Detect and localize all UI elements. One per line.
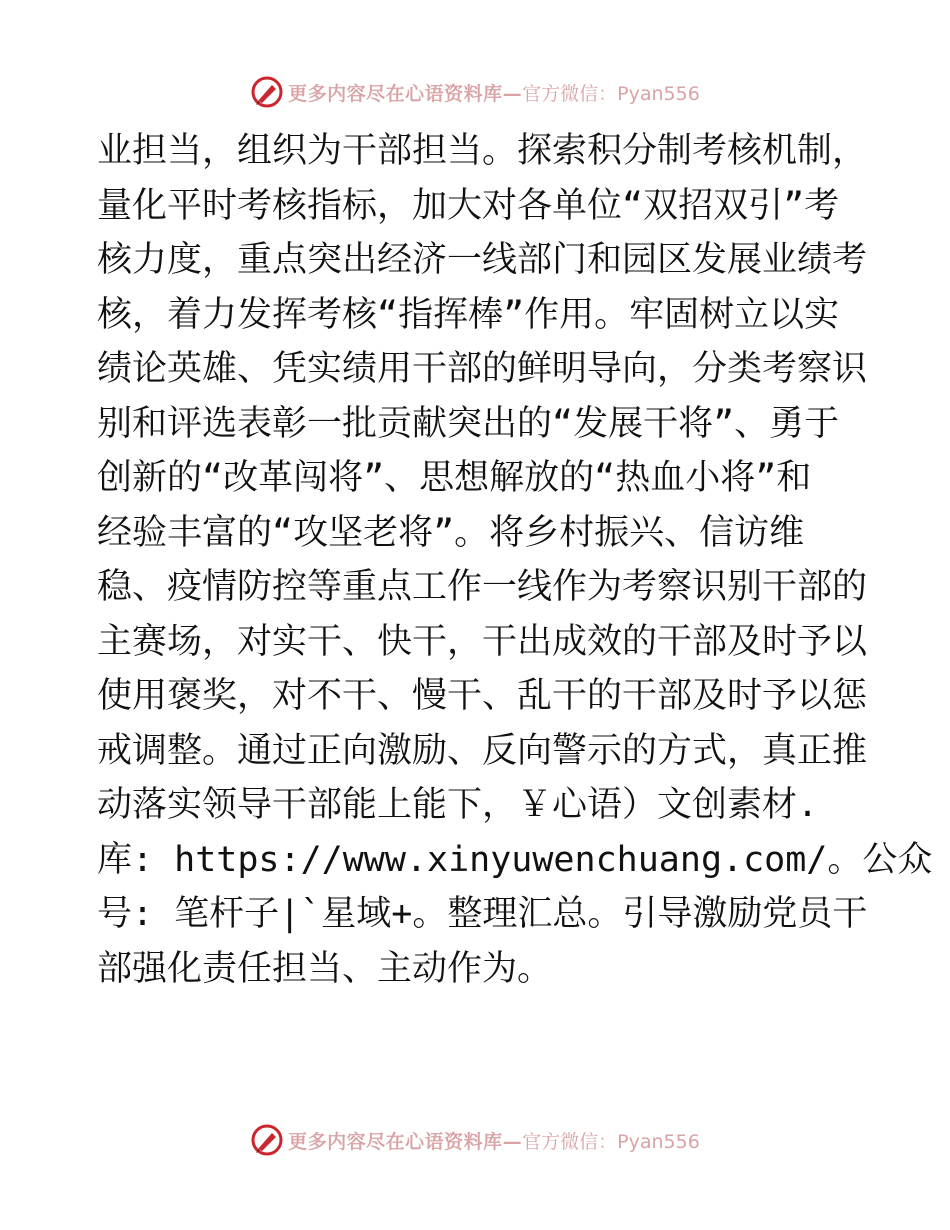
body-line: 使用褒奖，对不干、慢干、乱干的干部及时予以惩 <box>97 676 868 716</box>
body-line: 绩论英雄、凭实绩用干部的鲜明导向，分类考察识 <box>97 349 868 389</box>
body-line: 业担当，组织为干部担当。探索积分制考核机制， <box>97 131 868 171</box>
body-line: 部强化责任担当、主动作为。 <box>97 948 553 989</box>
document-body <box>97 124 933 996</box>
body-line: 核，着力发挥考核“指挥棒”作用。牢固树立以实 <box>97 294 840 335</box>
body-line: 动落实领导干部能上能下，￥心语）文创素材. <box>97 785 819 825</box>
pen-logo-icon <box>250 1123 284 1157</box>
footer-banner <box>0 1120 950 1160</box>
pen-logo-icon <box>250 75 284 109</box>
body-line: 经验丰富的“攻坚老将”。将乡村振兴、信访维 <box>97 512 805 553</box>
body-line: 量化平时考核指标，加大对各单位“双招双引”考 <box>97 185 840 226</box>
body-line: 创新的“改革闯将”、思想解放的“热血小将”和 <box>97 458 812 498</box>
body-line: 核力度，重点突出经济一线部门和园区发展业绩考 <box>97 240 868 280</box>
footer-wechat: 官方微信：Pyan556 <box>522 1130 700 1153</box>
footer-text: 更多内容尽在心语资料库— <box>288 1130 523 1153</box>
header-text: 更多内容尽在心语资料库— <box>288 82 523 105</box>
header-wechat: 官方微信：Pyan556 <box>522 82 700 105</box>
body-line: 别和评选表彰一批贡献突出的“发展干将”、勇于 <box>97 403 840 444</box>
body-line: 库: https://www.xinyuwenchuang.com/。公众 <box>97 839 933 880</box>
body-line: 主赛场，对实干、快干，干出成效的干部及时予以 <box>97 621 868 662</box>
body-line: 稳、疫情防控等重点工作一线作为考察识别干部的 <box>97 567 868 607</box>
header-banner <box>0 72 950 112</box>
body-line: 号: 笔杆子|`星域+。整理汇总。引导激励党员干 <box>97 894 868 934</box>
body-line: 戒调整。通过正向激励、反向警示的方式，真正推 <box>97 730 868 771</box>
